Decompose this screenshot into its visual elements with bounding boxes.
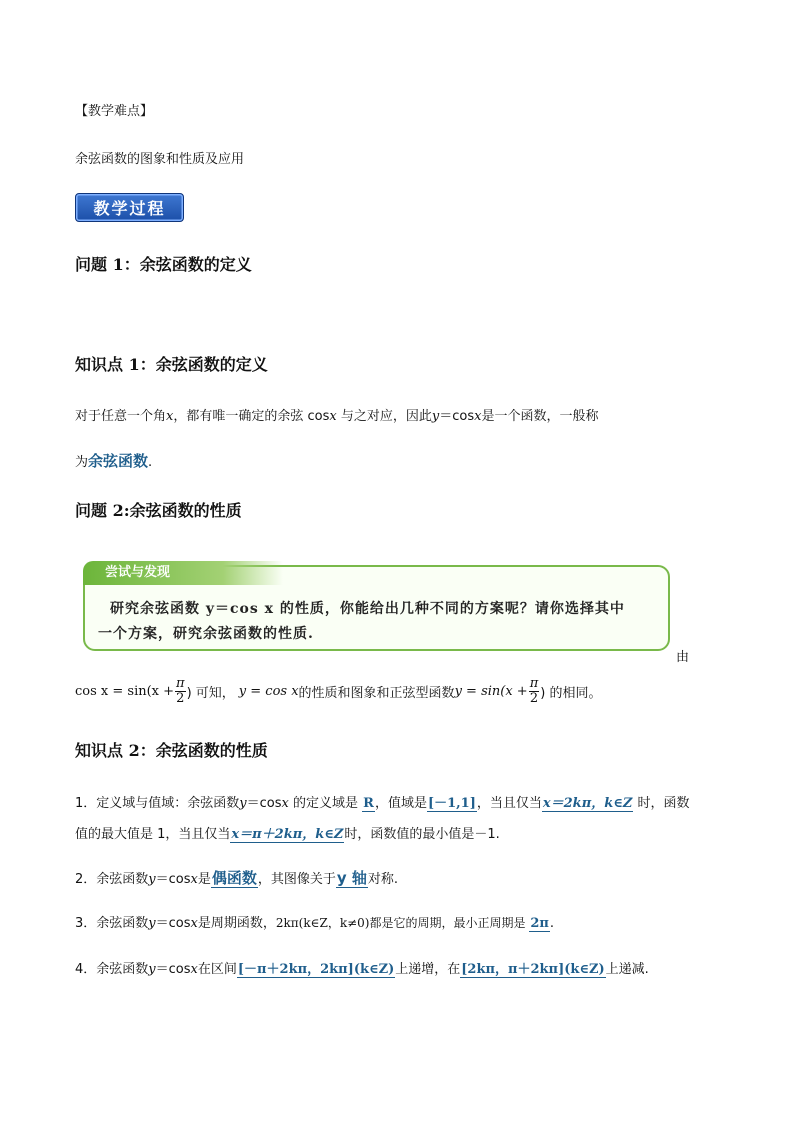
var-y: y xyxy=(431,409,440,424)
try-discover-line1: 研究余弦函数 y＝cos x 的性质，你能给出几种不同的方案呢？请你选择其中 xyxy=(110,601,625,617)
difficulty-header: 【教学难点】 xyxy=(75,104,154,119)
prop-text: 是周期函数， xyxy=(197,916,276,931)
var-x: x xyxy=(474,409,482,424)
question-2-label: 问题 2: xyxy=(75,501,130,520)
formula-part: y = cos x xyxy=(238,683,299,699)
question-1-title: 余弦函数的定义 xyxy=(139,255,252,274)
formula-part: ) 的相同。 xyxy=(540,685,602,701)
def-text: 是一个函数，一般称 xyxy=(481,409,599,424)
knowledge-1-definition-line2 xyxy=(75,450,152,471)
increasing-interval-answer: [－π＋2kπ，2kπ](k∈Z) xyxy=(237,962,395,977)
prop-text: 是 xyxy=(197,872,211,887)
knowledge-2-label: 知识点 2： xyxy=(75,741,156,760)
max-condition-answer: x＝2kπ，k∈Z xyxy=(542,796,633,811)
def-text: ，都有唯一确定的余弦 cos xyxy=(173,409,330,424)
knowledge-1-heading xyxy=(75,352,268,375)
question-1-heading xyxy=(75,252,252,275)
prop-text: 2．余弦函数 xyxy=(75,872,149,887)
min-condition-answer: x＝π＋2kπ，k∈Z xyxy=(231,827,344,842)
fraction-numerator: π xyxy=(176,675,185,691)
formula-part: y = sin(x + xyxy=(454,683,528,699)
prop-text: ＝cos xyxy=(246,796,282,811)
prop-text: 上递增，在 xyxy=(395,962,461,977)
var-x: x xyxy=(329,409,337,424)
range-answer: [－1,1] xyxy=(427,796,476,811)
question-1-label: 问题 1： xyxy=(75,255,140,274)
prop-text: 对称. xyxy=(367,872,399,887)
prop-text: ，其图像关于 xyxy=(257,872,336,887)
try-discover-line2: 一个方案，研究余弦函数的性质. xyxy=(98,626,314,642)
question-2-heading xyxy=(75,498,242,521)
def-text: . xyxy=(148,455,153,470)
fraction-pi-over-2 xyxy=(529,677,540,706)
fraction-denominator: 2 xyxy=(176,690,185,706)
property-1-line2 xyxy=(75,823,500,842)
prop-text: 4．余弦函数 xyxy=(75,962,149,977)
property-1-line1 xyxy=(75,792,689,811)
symmetry-axis-answer: y 轴 xyxy=(336,869,367,887)
prop-text: ，当且仅当 xyxy=(476,796,542,811)
prop-text: ＝cos xyxy=(155,872,191,887)
domain-answer: R xyxy=(363,796,374,811)
fraction-pi-over-2 xyxy=(175,677,186,706)
var-x: x xyxy=(190,872,198,887)
knowledge-1-label: 知识点 1： xyxy=(75,355,156,374)
cosine-sine-relation xyxy=(75,674,601,708)
teaching-process-banner: 教学过程 xyxy=(75,193,184,222)
def-text: ＝cos xyxy=(439,409,475,424)
property-3 xyxy=(75,912,554,931)
prop-text: . xyxy=(549,916,555,931)
property-4 xyxy=(75,958,649,977)
difficulty-content: 余弦函数的图象和性质及应用 xyxy=(75,152,245,167)
property-2 xyxy=(75,867,398,888)
prop-text: 上递减. xyxy=(605,962,649,977)
var-y: y xyxy=(148,916,156,931)
prop-text: 3．余弦函数 xyxy=(75,916,149,931)
knowledge-1-title: 余弦函数的定义 xyxy=(155,355,268,374)
def-text: 对于任意一个角 xyxy=(75,409,167,424)
var-x: x xyxy=(166,409,174,424)
prop-text: 时，函数 xyxy=(633,796,690,811)
var-y: y xyxy=(148,962,156,977)
min-period-answer: 2π xyxy=(530,916,549,931)
var-y: y xyxy=(239,796,247,811)
prop-text: ＝cos xyxy=(155,916,191,931)
prop-text: ＝cos xyxy=(155,962,191,977)
knowledge-1-definition-line1 xyxy=(75,405,598,424)
prop-text: 2kπ(k∈Z，k≠0)都是它的周期，最小正周期是 xyxy=(275,916,530,930)
try-discover-tab: 尝试与发现 xyxy=(83,561,283,585)
formula-part: 的性质和图象和正弦型函数 xyxy=(298,685,455,701)
prop-text: 在区间 xyxy=(197,962,237,977)
after-box-text: 由 xyxy=(676,650,690,665)
formula-part: ) 可知， xyxy=(186,685,235,701)
var-x: x xyxy=(190,962,198,977)
def-text: 为 xyxy=(75,455,89,470)
var-y: y xyxy=(148,872,156,887)
fraction-numerator: π xyxy=(529,675,539,691)
knowledge-2-heading xyxy=(75,738,268,761)
var-x: x xyxy=(190,916,198,931)
question-2-title: 余弦函数的性质 xyxy=(129,501,242,520)
prop-text: 值的最大值是 1，当且仅当 xyxy=(75,827,231,842)
prop-text: 的定义域是 xyxy=(288,796,363,811)
decreasing-interval-answer: [2kπ，π＋2kπ](k∈Z) xyxy=(461,962,605,977)
knowledge-2-title: 余弦函数的性质 xyxy=(155,741,268,760)
prop-text: 时，函数值的最小值是－1. xyxy=(344,827,500,842)
formula-part: cos x = sin(x + xyxy=(75,683,175,699)
fraction-denominator: 2 xyxy=(529,690,539,706)
term-cosine-function: 余弦函数 xyxy=(88,452,149,470)
var-x: x xyxy=(281,796,289,811)
def-text: 与之对应，因此 xyxy=(336,409,432,424)
even-function-answer: 偶函数 xyxy=(211,869,257,887)
prop-text: ，值域是 xyxy=(374,796,427,811)
prop-text: 1．定义域与值域：余弦函数 xyxy=(75,796,240,811)
